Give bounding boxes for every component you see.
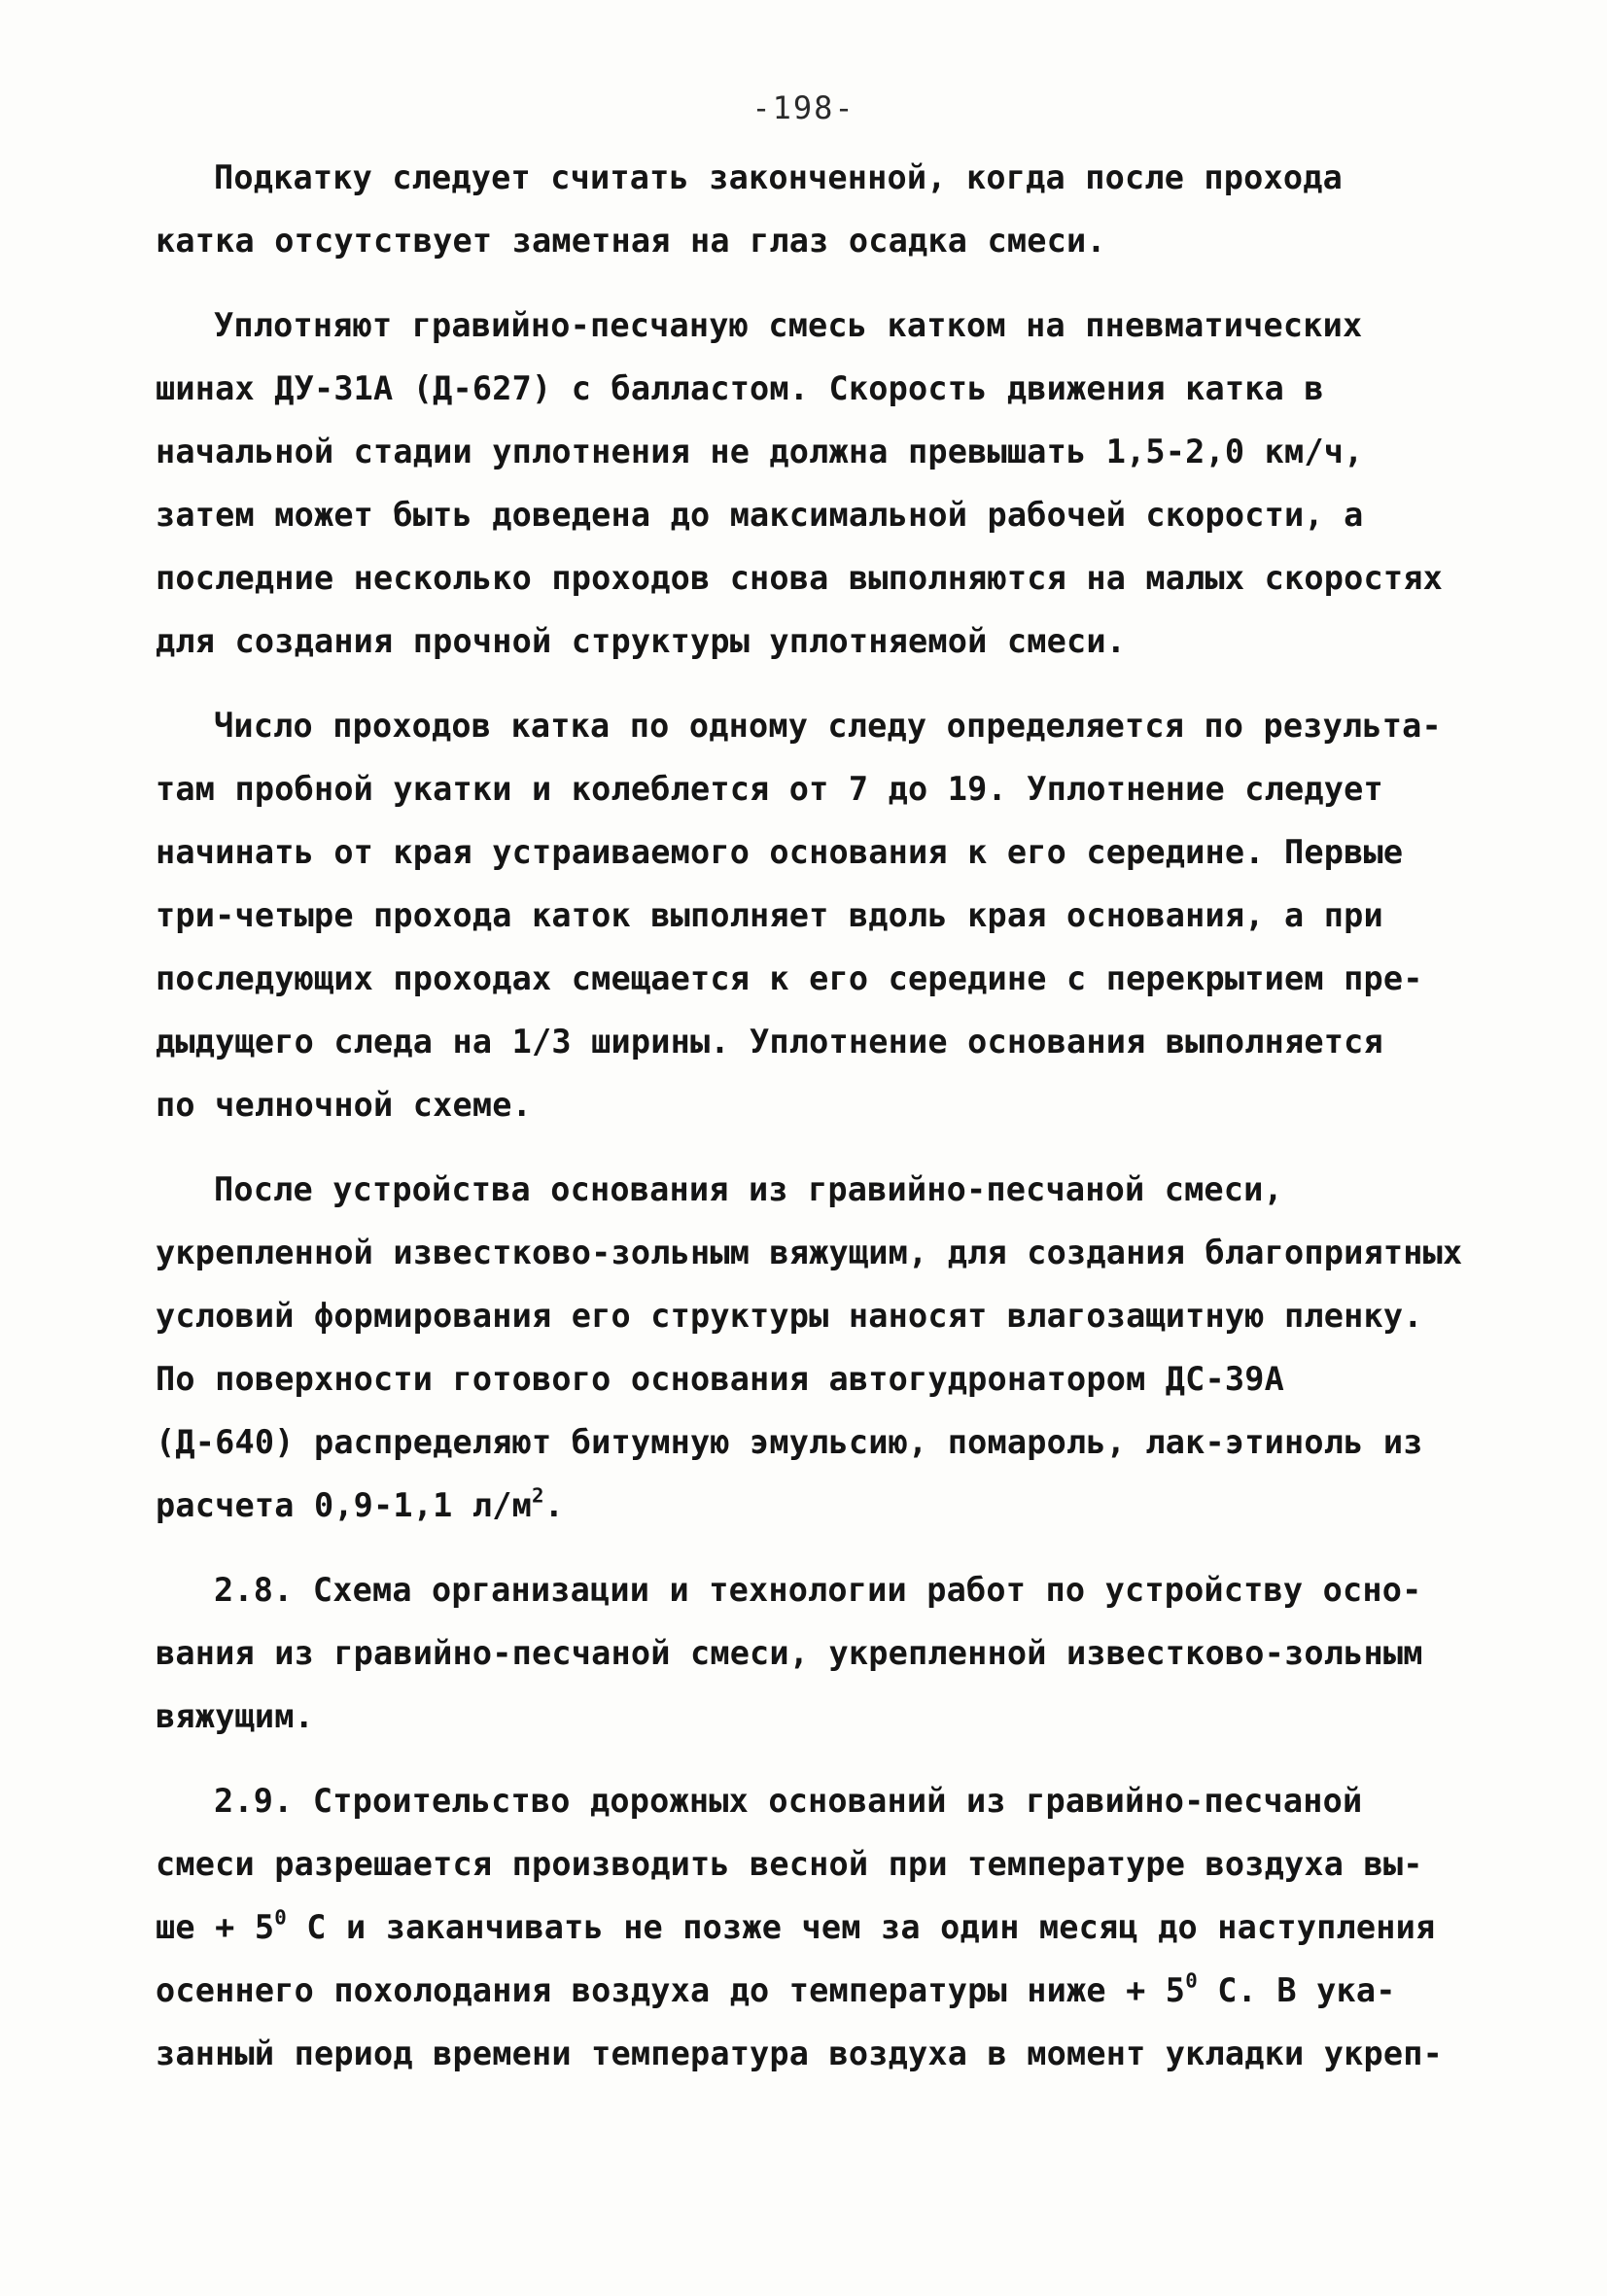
paragraph-rolling-completion (156, 146, 1478, 272)
text-line: затем может быть доведена до максимальной рабочей скорости, а (156, 496, 1364, 534)
text-line: последние несколько проходов снова выполняются на малых скоростях (156, 559, 1443, 597)
superscript: 0 (1185, 1968, 1198, 1993)
text-line: укрепленной известково-зольным вяжущим, для создания благоприятных (156, 1234, 1463, 1271)
paragraph-compaction (156, 294, 1478, 673)
text-line (156, 1959, 1478, 2022)
paragraph-protective-film (156, 1158, 1478, 1537)
text-line: 2.8. Схема организации и технологии работ по устройству осно- (214, 1571, 1422, 1609)
text-line: шинах ДУ-31А (Д-627) с балластом. Скорость движения катка в (156, 369, 1324, 407)
text-line: по челночной схеме. (156, 1086, 533, 1124)
text-line: вания из гравийно-песчаной смеси, укрепленной известково-зольным (156, 1634, 1423, 1672)
text-line: катка отсутствует заметная на глаз осадка смеси. (156, 222, 1106, 260)
text-line: там пробной укатки и колеблется от 7 до 19. Уплотнение следует (156, 770, 1383, 808)
text-segment: осеннего похолодания воздуха до температуры ниже + 5 (156, 1971, 1186, 2009)
text-line: вяжущим. (156, 1697, 314, 1735)
text-line: По поверхности готового основания автогудронатором ДС-39А (156, 1360, 1285, 1398)
text-segment: . (543, 1486, 565, 1524)
text-line: дыдущего следа на 1/3 ширины. Уплотнение основания выполняется (156, 1023, 1383, 1061)
text-line: После устройства основания из гравийно-песчаной смеси, (214, 1170, 1283, 1208)
text-line: смеси разрешается производить весной при температуре воздуха вы- (156, 1845, 1423, 1883)
text-segment: С. В ука- (1197, 1971, 1396, 2009)
text-line (156, 1474, 1478, 1537)
text-segment: С и заканчивать не позже чем за один месяц до наступления (286, 1908, 1436, 1946)
text-line: занный период времени температура воздуха в момент укладки укреп- (156, 2035, 1443, 2072)
text-line: начинать от края устраиваемого основания к его середине. Первые (156, 833, 1404, 871)
text-line: для создания прочной структуры уплотняемой смеси. (156, 622, 1127, 660)
paragraph-section-2-8 (156, 1558, 1478, 1748)
paragraph-section-2-9 (156, 1769, 1478, 2085)
text-segment: расчета 0,9-1,1 л/м (156, 1486, 533, 1524)
text-segment: ше + 5 (156, 1908, 275, 1946)
text-line: 2.9. Строительство дорожных оснований из гравийно-песчаной (214, 1782, 1363, 1820)
text-line (156, 1896, 1478, 1959)
paragraph-number-of-passes (156, 694, 1478, 1136)
text-line: Уплотняют гравийно-песчаную смесь катком на пневматических (214, 306, 1363, 344)
text-line: последующих проходах смещается к его середине с перекрытием пре- (156, 959, 1423, 997)
superscript: 0 (274, 1905, 287, 1930)
text-line: начальной стадии уплотнения не должна превышать 1,5-2,0 км/ч, (156, 433, 1364, 470)
page-number: -198- (751, 89, 856, 126)
text-line: условий формирования его структуры наносят влагозащитную пленку. (156, 1297, 1423, 1335)
text-line: Число проходов катка по одному следу определяется по результа- (214, 707, 1442, 745)
superscript: 2 (532, 1483, 544, 1508)
text-line: Подкатку следует считать законченной, когда после прохода (214, 158, 1344, 196)
text-line: (Д-640) распределяют битумную эмульсию, помароль, лак-этиноль из (156, 1423, 1423, 1461)
document-body (156, 146, 1478, 2106)
text-line: три-четыре прохода каток выполняет вдоль края основания, а при (156, 896, 1383, 934)
